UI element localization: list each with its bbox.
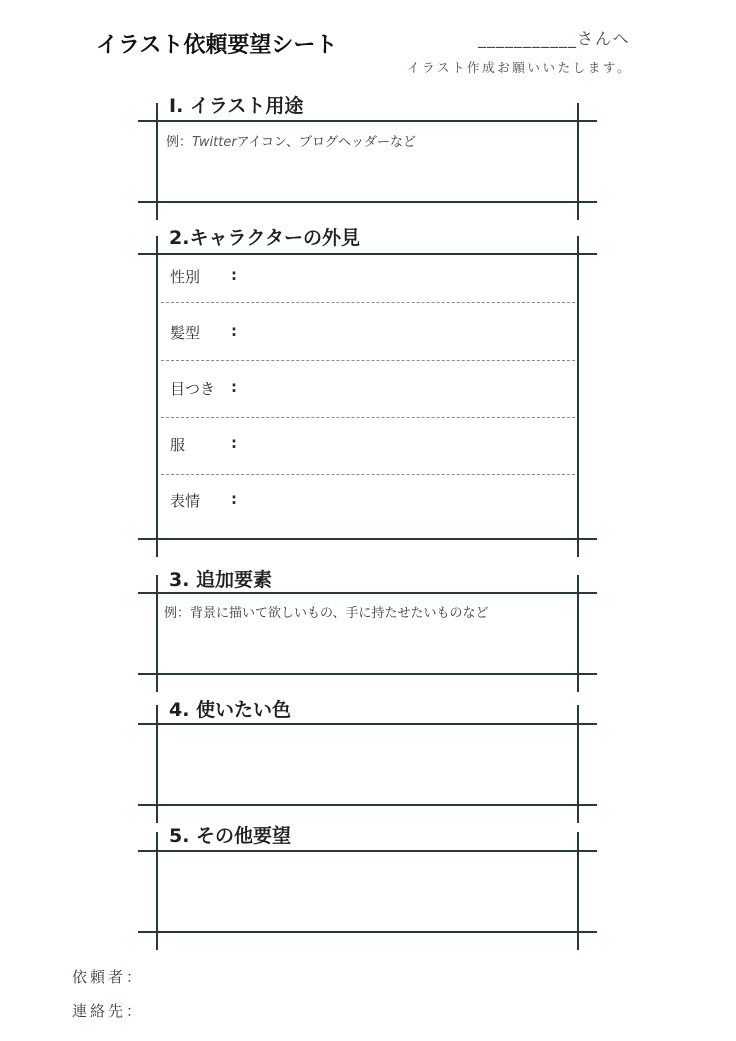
field-colon: : [231,266,237,284]
field-colon: : [231,378,237,396]
frame-right-line [577,236,579,557]
contact-input[interactable] [160,996,460,1020]
dashed-divider [161,474,575,475]
requester-input[interactable] [160,962,460,986]
frame-top-line [138,850,597,852]
section-heading: I. イラスト用途 [169,95,304,117]
frame-bottom-line [138,931,597,933]
field-label-gender: 性別 [170,268,201,286]
frame-top-line [138,120,597,122]
dashed-divider [161,302,575,303]
recipient-suffix: さんへ [577,29,631,48]
section-hint: 例：Twitterアイコン、ブログヘッダーなど [166,135,416,150]
clothes-input[interactable] [245,430,573,464]
frame-bottom-line [138,804,597,806]
section-heading: 5. その他要望 [169,825,292,847]
field-label-eyes: 目つき [170,380,216,398]
section-heading: 2.キャラクターの外見 [169,227,361,249]
eyes-input[interactable] [245,374,573,408]
other-requests-input[interactable] [160,855,574,927]
field-label-hairstyle: 髪型 [170,324,201,342]
gender-input[interactable] [245,262,573,296]
field-colon: : [231,434,237,452]
request-subtitle: イラスト作成お願いいたします。 [407,60,633,75]
field-colon: : [231,490,237,508]
frame-top-line [138,592,597,594]
hairstyle-input[interactable] [245,318,573,352]
field-label-clothes: 服 [170,436,186,454]
dashed-divider [161,417,575,418]
frame-top-line [138,253,597,255]
frame-bottom-line [138,673,597,675]
dashed-divider [161,360,575,361]
section-heading: 4. 使いたい色 [169,699,292,721]
field-colon: : [231,322,237,340]
colors-input[interactable] [160,728,574,800]
expression-input[interactable] [245,486,573,520]
frame-bottom-line [138,538,597,540]
section-hint: 例：背景に描いて欲しいもの、手に持たせたいものなど [164,606,489,621]
requester-label: 依頼者： [72,968,145,986]
frame-left-line [156,236,158,557]
frame-top-line [138,723,597,725]
field-label-expression: 表情 [170,492,201,510]
recipient-name-blank[interactable]: ___________ [478,29,577,48]
sheet-title: イラスト依頼要望シート [96,33,338,58]
frame-bottom-line [138,201,597,203]
section-heading: 3. 追加要素 [169,569,273,591]
recipient-line [478,26,631,49]
contact-label: 連絡先： [72,1002,145,1020]
usage-input-area[interactable] [160,150,574,198]
additional-elements-input[interactable] [160,622,574,670]
